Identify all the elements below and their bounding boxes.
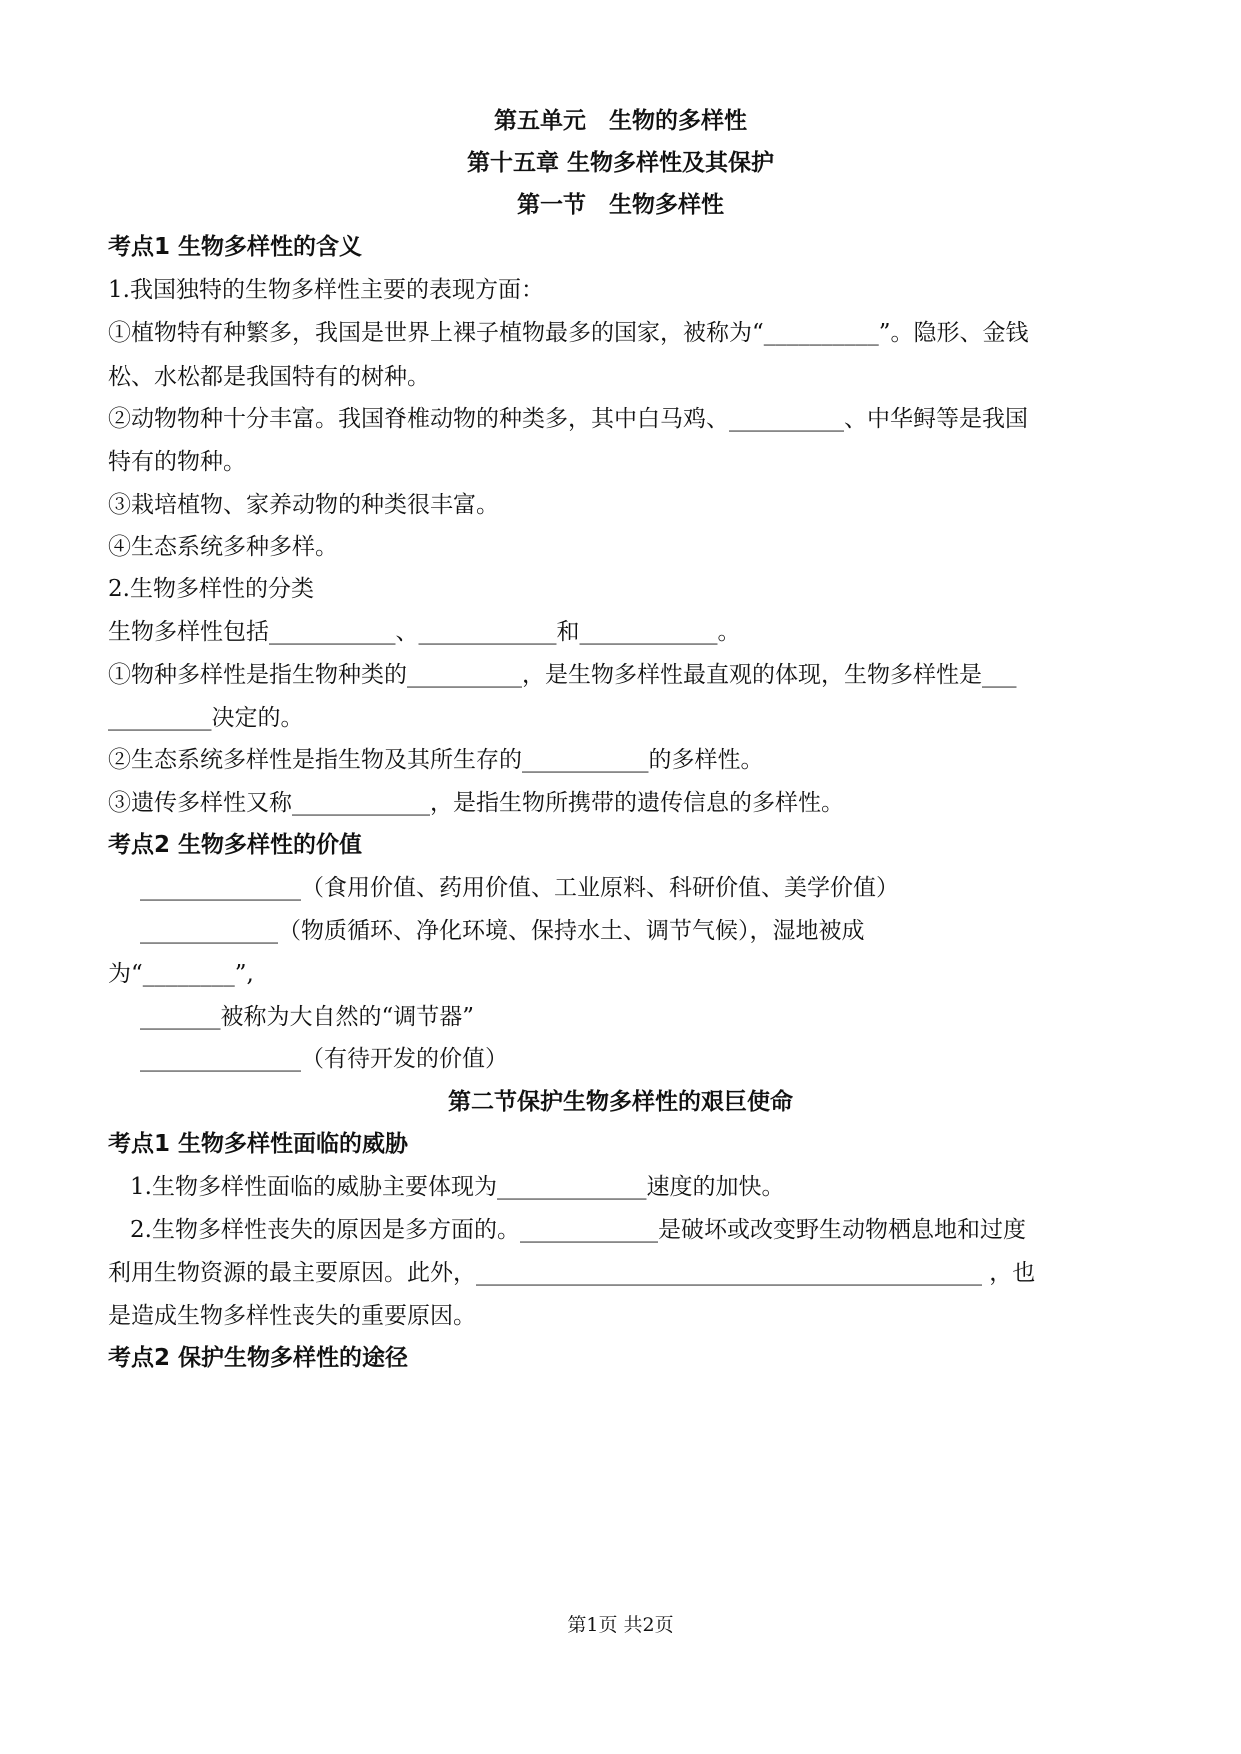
question-2: 2.生物多样性的分类	[108, 576, 314, 602]
question-2-item-c: ②生态系统多样性是指生物及其所生存的___________的多样性。	[108, 747, 764, 773]
question-1-item-c: ③栽培植物、家养动物的种类很丰富。	[108, 492, 499, 518]
question-1-item-b-line1: ②动物物种十分丰富。我国脊椎动物的种类多，其中白马鸡、__________、中华鲟等是我国	[108, 406, 1028, 432]
value-item-3: _______被称为大自然的“调节器”	[140, 1004, 475, 1030]
section2-title: 第二节保护生物多样性的艰巨使命	[448, 1089, 793, 1115]
kaodian1-heading: 考点1 生物多样性的含义	[108, 234, 363, 260]
value-item-2: ____________（物质循环、净化环境、保持水土、调节气候），湿地被成	[140, 918, 865, 944]
question-2-item-a: 生物多样性包括___________、____________和____________。	[108, 619, 741, 645]
question-2-item-b-line1: ①物种多样性是指生物种类的__________，是生物多样性最直观的体现，生物多样性是___	[108, 662, 1017, 688]
threat-2-line1: 2.生物多样性丧失的原因是多方面的。____________是破坏或改变野生动物栖息地和过度	[130, 1217, 1026, 1243]
question-1-item-d: ④生态系统多种多样。	[108, 534, 338, 560]
question-1: 1.我国独特的生物多样性主要的表现方面：	[108, 277, 544, 303]
question-1-item-b-line2: 特有的物种。	[108, 449, 246, 475]
threat-1: 1.生物多样性面临的威胁主要体现为_____________速度的加快。	[130, 1174, 785, 1200]
threat-2-line3: 是造成生物多样性丧失的重要原因。	[108, 1303, 476, 1329]
unit-title: 第五单元 生物的多样性	[494, 108, 747, 134]
question-1-item-a-line1: ①植物特有种繁多，我国是世界上裸子植物最多的国家，被称为“__________”。隐形、金钱	[108, 320, 1029, 346]
question-1-item-a-line2: 松、水松都是我国特有的树种。	[108, 364, 430, 390]
question-2-item-b-line2: _________决定的。	[108, 705, 304, 731]
value-item-2-cont: 为“________”,	[108, 961, 254, 987]
question-2-item-d: ③遗传多样性又称____________，是指生物所携带的遗传信息的多样性。	[108, 790, 844, 816]
s2-kaodian2-heading: 考点2 保护生物多样性的途径	[108, 1345, 409, 1371]
value-item-1: ______________（食用价值、药用价值、工业原料、科研价值、美学价值）	[140, 875, 899, 901]
threat-2-line2: 利用生物资源的最主要原因。此外，____________________________________________ ，也	[108, 1260, 1036, 1286]
s2-kaodian1-heading: 考点1 生物多样性面临的威胁	[108, 1131, 409, 1157]
chapter-title: 第十五章 生物多样性及其保护	[466, 150, 774, 176]
kaodian2-heading: 考点2 生物多样性的价值	[108, 832, 363, 858]
page-footer: 第1页 共2页	[567, 1614, 674, 1636]
section1-title: 第一节 生物多样性	[517, 192, 724, 218]
value-item-4: ______________（有待开发的价值）	[140, 1046, 508, 1072]
